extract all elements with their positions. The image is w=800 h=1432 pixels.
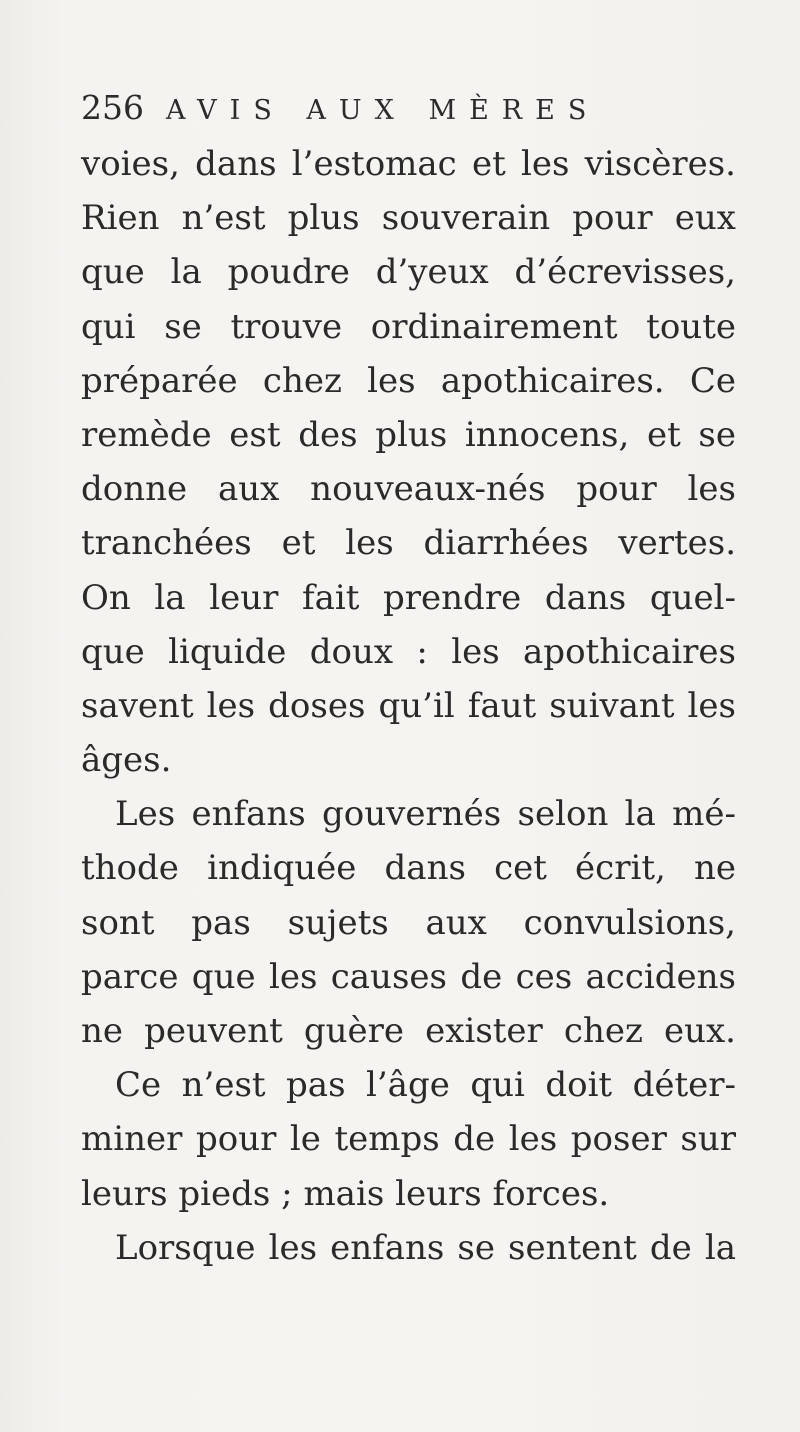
text-line: Lorsque les enfans se sentent de la <box>115 1227 736 1268</box>
text-line: Ce n’est pas l’âge qui doit déter- <box>115 1065 736 1106</box>
text-line: donne aux nouveaux-nés pour les <box>81 469 736 510</box>
text-line: parce que les causes de ces accidens <box>81 956 736 997</box>
page-number: 256 <box>81 88 144 127</box>
body-text <box>81 137 736 1275</box>
text-line: préparée chez les apothicaires. Ce <box>81 360 736 401</box>
text-line: On la leur fait prendre dans quel- <box>81 577 736 618</box>
text-line: thode indiquée dans cet écrit, ne <box>81 848 736 889</box>
text-line: voies, dans l’estomac et les viscères. <box>81 144 736 184</box>
page-header <box>81 88 599 128</box>
text-line: sont pas sujets aux convulsions, <box>81 902 736 943</box>
text-line: ne peuvent guère exister chez eux. <box>81 1011 736 1051</box>
text-line: miner pour le temps de les poser sur <box>81 1119 736 1160</box>
text-line: âges. <box>81 740 172 781</box>
text-line: Rien n’est plus souverain pour eux <box>81 198 736 239</box>
text-line: que liquide doux : les apothicaires <box>81 631 736 672</box>
text-line: savent les doses qu’il faut suivant les <box>81 685 736 726</box>
running-title: AVIS AUX MÈRES <box>166 95 600 126</box>
text-line: qui se trouve ordinairement toute <box>81 306 736 347</box>
text-line: leurs pieds ; mais leurs forces. <box>81 1173 610 1214</box>
text-line: Les enfans gouvernés selon la mé- <box>115 794 736 835</box>
text-line: tranchées et les diarrhées vertes. <box>81 523 736 564</box>
text-line: que la poudre d’yeux d’écrevisses, <box>81 252 736 293</box>
text-line: remède est des plus innocens, et se <box>81 414 736 455</box>
